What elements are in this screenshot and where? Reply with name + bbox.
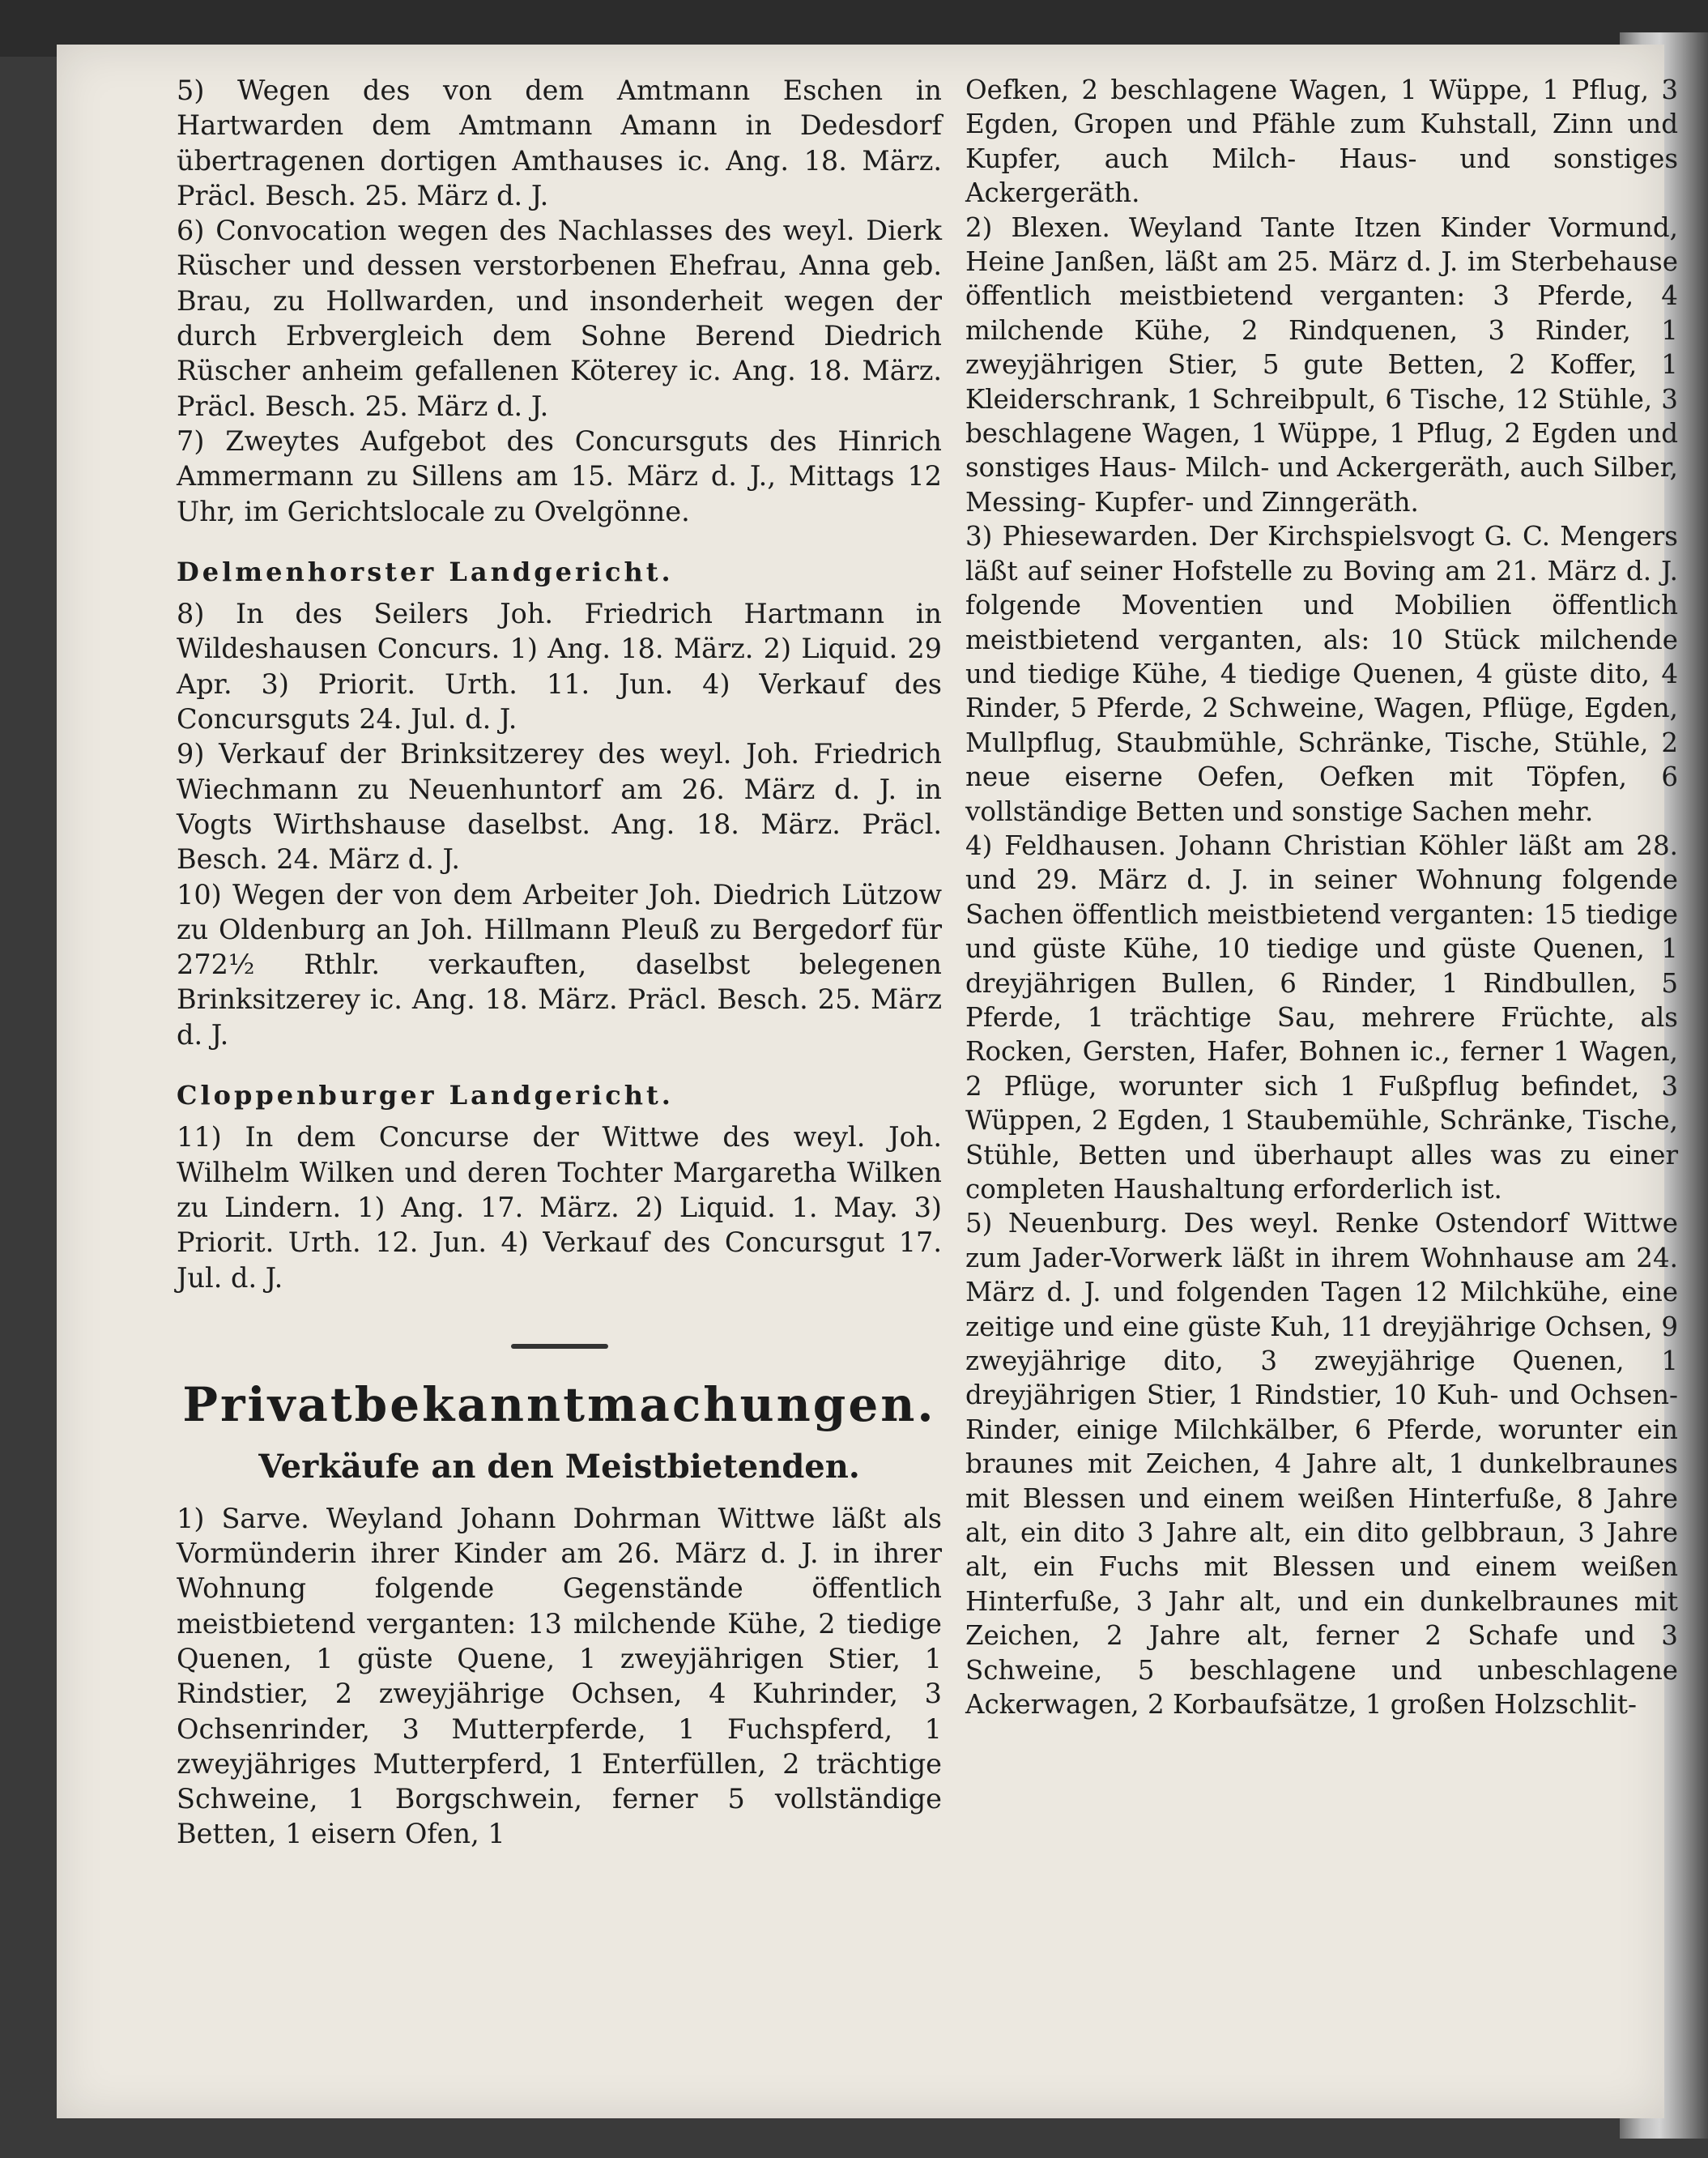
sale-5: 5) Neuenburg. Des weyl. Renke Ostendorf Wittwe zum Jader-Vorwerk läßt in ihrem Wohnhause am 24. März d. J. und folgenden Tagen 12 Milchkühe, eine zeitige und eine güste Kuh, 11 dreyjährige Ochsen, 9 zweyjährige dito, 3 zweyjährige Quenen, 1 dreyjährigen Stier, 1 Rindstier, 10 Kuh- und Ochsen-Rinder, einige Milchkälber, 6 Pferde, worunter ein braunes mit Zeichen, 4 Jahre alt, 1 dunkelbraunes mit Blessen und einem weißen Hinterfuße, 8 Jahre alt, ein dito 3 Jahre alt, ein dito gelbbraun, 3 Jahre alt, ein Fuchs mit Blessen und einem weißen Hinterfuße, 3 Jahr alt, und ein dunkelbraunes mit Zeichen, 2 Jahre alt, ferner 2 Schafe und 3 Schweine, 5 beschlagene und unbeschlagene Ackerwagen, 2 Korbaufsätze, 1 großen Holzschlit- <box>965 1208 1678 1721</box>
sale-1-continued: Oefken, 2 beschlagene Wagen, 1 Wüppe, 1 Pflug, 3 Egden, Gropen und Pfähle zum Kuhstall, Zinn und Kupfer, auch Milch- Haus- und sonstiges Ackergeräth. <box>965 75 1678 209</box>
notice-10: 10) Wegen der von dem Arbeiter Joh. Diedrich Lützow zu Oldenburg an Joh. Hillmann Pleuß zu Bergedorf für 272½ Rthlr. verkauften, daselbst belegenen Brinksitzerey ic. Ang. 18. März. Präcl. Besch. 25. März d. J. <box>177 878 942 1051</box>
notice-5: 5) Wegen des von dem Amtmann Eschen in Hartwarden dem Amtmann Amann in Dedesdorf übertragenen dortigen Amthauses ic. Ang. 18. März. Präcl. Besch. 25. März d. J. <box>177 75 942 211</box>
sale-3: 3) Phiesewarden. Der Kirchspielsvogt G. C. Mengers läßt auf seiner Hofstelle zu Boving am 21. März d. J. folgende Moventien und Mobilien öffentlich meistbietend verganten, als: 10 Stück milchende und tiedige Kühe, 4 tiedige Quenen, 4 güste dito, 4 Rinder, 5 Pferde, 2 Schweine, Wagen, Pflüge, Egden, Mullpflug, Staubmühle, Schränke, Tische, Stühle, 2 neue eiserne Oefen, Oefken mit Töpfen, 6 vollständige Betten und sonstige Sachen mehr. <box>965 521 1678 827</box>
right-column <box>965 73 1678 1722</box>
sale-1: 1) Sarve. Weyland Johann Dohrman Wittwe läßt als Vormünderin ihrer Kinder am 26. März d. J. in ihrer Wohnung folgende Gegenstände öffentlich meistbietend verganten: 13 milchende Kühe, 2 tiedige Quenen, 1 güste Quene, 1 zweyjährigen Stier, 1 Rindstier, 2 zweyjährige Ochsen, 4 Kuhrinder, 3 Ochsenrinder, 3 Mutterpferde, 1 Fuchspferd, 1 zweyjähriges Mutterpferd, 1 Enterfüllen, 2 trächtige Schweine, 1 Borgschwein, ferner 5 vollständige Betten, 1 eisern Ofen, 1 <box>177 1502 942 1850</box>
left-column <box>177 73 942 1852</box>
notice-9: 9) Verkauf der Brinksitzerey des weyl. Joh. Friedrich Wiechmann zu Neuenhuntorf am 26. März d. J. in Vogts Wirthshause daselbst. Ang. 18. März. Präcl. Besch. 24. März d. J. <box>177 738 942 876</box>
title-private-announcements: Privatbekanntmachungen. <box>182 1376 936 1432</box>
notice-8: 8) In des Seilers Joh. Friedrich Hartmann in Wildeshausen Concurs. 1) Ang. 18. März. 2) Liquid. 29 Apr. 3) Priorit. Urth. 11. Jun. 4) Verkauf des Concursguts 24. Jul. d. J. <box>177 598 942 736</box>
notice-7: 7) Zweytes Aufgebot des Concursguts des Hinrich Ammermann zu Sillens am 15. März d. J., Mittags 12 Uhr, im Gerichtslocale zu Ovelgönne. <box>177 424 942 527</box>
notice-11: 11) In dem Concurse der Wittwe des weyl. Joh. Wilhelm Wilken und deren Tochter Margaretha Wilken zu Lindern. 1) Ang. 17. März. 2) Liquid. 1. May. 3) Priorit. Urth. 12. Jun. 4) Verkauf des Concursgut 17. Jul. d. J. <box>177 1121 942 1294</box>
sale-2: 2) Blexen. Weyland Tante Itzen Kinder Vormund, Heine Janßen, läßt am 25. März d. J. im Sterbehause öffentlich meistbietend verganten: 3 Pferde, 4 milchende Kühe, 2 Rindquenen, 3 Rinder, 1 zweyjährigen Stier, 5 gute Betten, 2 Koffer, 1 Kleiderschrank, 1 Schreibpult, 6 Tische, 12 Stühle, 3 beschlagene Wagen, 1 Wüppe, 1 Pflug, 2 Egden und sonstiges Haus- Milch- und Ackergeräth, auch Silber, Messing- Kupfer- und Zinngeräth. <box>965 211 1678 518</box>
subtitle-sales: Verkäufe an den Meistbietenden. <box>258 1447 860 1486</box>
section-separator <box>511 1344 608 1349</box>
heading-cloppenburg: Cloppenburger Landgericht. <box>177 1080 674 1111</box>
sale-4: 4) Feldhausen. Johann Christian Köhler läßt am 28. und 29. März d. J. in seiner Wohnung folgende Sachen öffentlich meistbietend verganten: 15 tiedige und güste Kühe, 10 tiedige und güste Quenen, 1 dreyjährigen Bullen, 6 Rinder, 1 Rindbullen, 5 Pferde, 1 trächtige Sau, mehrere Früchte, als Rocken, Gersten, Hafer, Bohnen ic., ferner 1 Wagen, 2 Pflüge, worunter sich 1 Fußpflug befindet, 3 Wüppen, 2 Egden, 1 Staubemühle, Schränke, Tische, Stühle, Betten und überhaupt alles was zu einer completen Haushaltung erforderlich ist. <box>965 830 1678 1205</box>
notice-6: 6) Convocation wegen des Nachlasses des weyl. Dierk Rüscher und dessen verstorbenen Ehefrau, Anna geb. Brau, zu Hollwarden, und insonderheit wegen der durch Erbvergleich dem Sohne Berend Diedrich Rüscher anheim gefallenen Köterey ic. Ang. 18. März. Präcl. Besch. 25. März d. J. <box>177 215 942 422</box>
heading-delmenhorst: Delmenhorster Landgericht. <box>177 556 674 587</box>
